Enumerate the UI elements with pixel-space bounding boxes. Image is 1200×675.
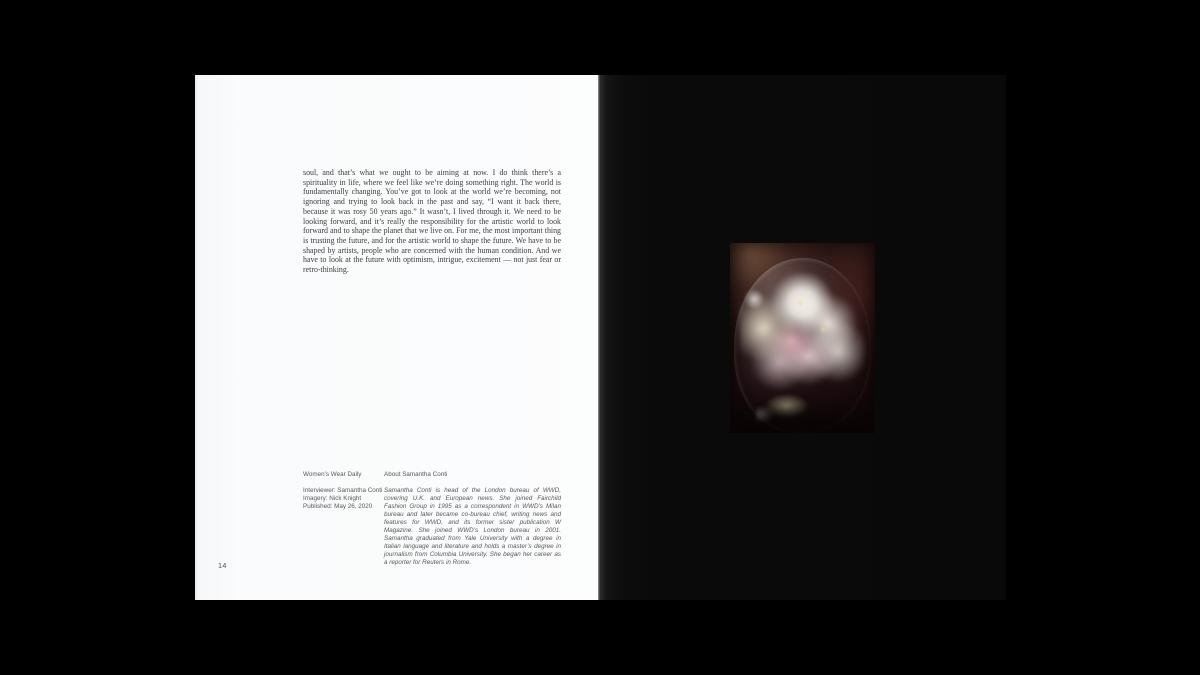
left-page (195, 75, 598, 600)
article-body-text: soul, and that’s what we ought to be aiming at now. I do think there’s a spirituality in life, where we feel like we’re doing something right. The world is fundamentally changing. You’ve got to look at the world we’re becoming, not ignoring and trying to look back in the past and say, “I want it back there, because it was rosy 50 years ago.” It wasn’t, I lived through it. We need to be looking forward, and it’s really the responsibility for the artistic world to look forward and to shape the planet that we live on. For me, the most important thing is trusting the future, and for the artistic world to shape the future. We have to be shaped by artists, people who are concerned with the human condition. And we have to look at the future with optimism, intrigue, excitement — not just fear or retro-thinking. (303, 168, 561, 275)
credits-section (303, 471, 561, 567)
about-heading: About Samantha Conti (384, 471, 448, 478)
credit-imagery: Imagery: Nick Knight (303, 494, 362, 502)
page-number: 14 (218, 561, 227, 570)
about-body-text: Samantha Conti is head of the London bureau of WWD, covering U.K. and European news. She joined Fairchild Fashion Group in 1995 as a correspondent in WWD’s Milan bureau and later became co-bureau chief, writing news and features for WWD, and its former sister publication W Magazine. She joined WWD’s London bureau in 2001. Samantha graduated from Yale University with a degree in Italian language and literature and holds a master’s degree in journalism from Columbia University. She began her career as a reporter for Reuters in Rome. (384, 486, 561, 566)
credit-interviewer: Interviewer: Samantha Conti (303, 486, 383, 494)
publication-name: Women’s Wear Daily (303, 471, 362, 478)
right-page (598, 75, 1006, 600)
about-column (384, 471, 561, 567)
photo-vignette (730, 243, 875, 433)
credits-column (303, 471, 383, 567)
flower-dome-photo (730, 243, 875, 433)
credit-published: Published: May 26, 2020 (303, 502, 373, 510)
